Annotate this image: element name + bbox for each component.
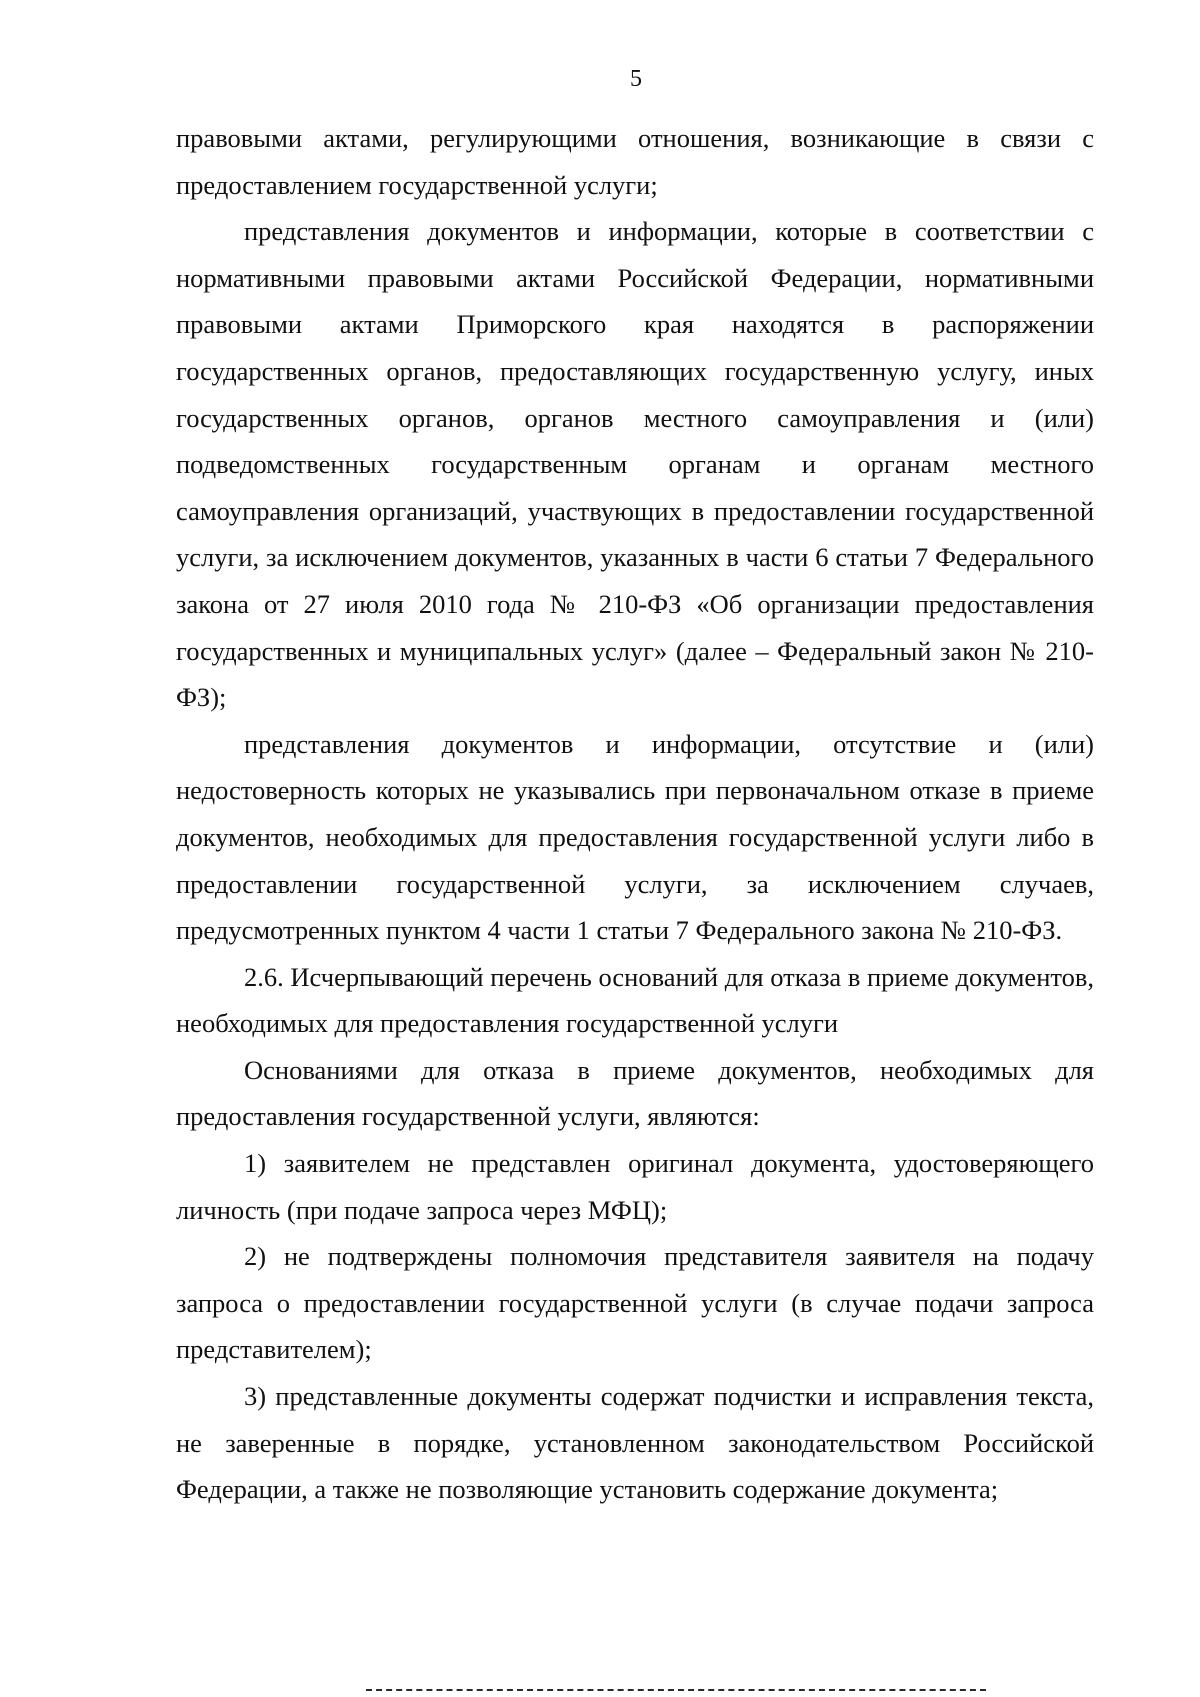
list-item-1: 1) заявителем не представлен оригинал документа, удостоверяющего личность (при подаче запроса через МФЦ);	[176, 1148, 1094, 1225]
page-number: 5	[630, 66, 642, 92]
paragraph-continuation: правовыми актами, регулирующими отношения, возникающие в связи с предоставлением государственной услуги;	[176, 123, 1094, 200]
paragraph-documents-in-possession: представления документов и информации, которые в соответствии с нормативными правовыми актами Российской Федерации, нормативными правовыми актами Приморского края находятся в распоряжении государственных органов, предоставляющих государственную услугу, иных государственных органов, органов местного самоуправления и (или) подведомственных государственным органам и органам местного самоуправления организаций, участвующих в предоставлении государственной услуги, за исключением документов, указанных в части 6 статьи 7 Федерального закона от 27 июля 2010 года № 210-ФЗ «Об организации предоставления государственных и муниципальных услуг» (далее – Федеральный закон № 210-ФЗ);	[176, 216, 1094, 713]
paragraph-grounds-intro: Основаниями для отказа в приеме документов, необходимых для предоставления государственной услуги, являются:	[176, 1054, 1094, 1132]
section-heading-2-6: 2.6. Исчерпывающий перечень оснований для отказа в приеме документов, необходимых для предоставления государственной услуги	[176, 961, 1094, 1039]
list-item-3: 3) представленные документы содержат подчистки и исправления текста, не заверенные в порядке, установленном законодательством Российской Федерации, а также не позволяющие установить содержание документа;	[176, 1381, 1094, 1505]
list-item-2: 2) не подтверждены полномочия представителя заявителя на подачу запроса о предоставлении государственной услуги (в случае подачи запроса представителем);	[176, 1241, 1094, 1365]
paragraph-documents-not-indicated: представления документов и информации, отсутствие и (или) недостоверность которых не указывались при первоначальном отказе в приеме документов, необходимых для предоставления государственной услуги либо в предоставлении государственной услуги, за исключением случаев, предусмотренных пунктом 4 части 1 статьи 7 Федерального закона № 210-ФЗ.	[176, 728, 1094, 946]
document-body	[176, 115, 1094, 1513]
footer-divider	[366, 1689, 986, 1691]
